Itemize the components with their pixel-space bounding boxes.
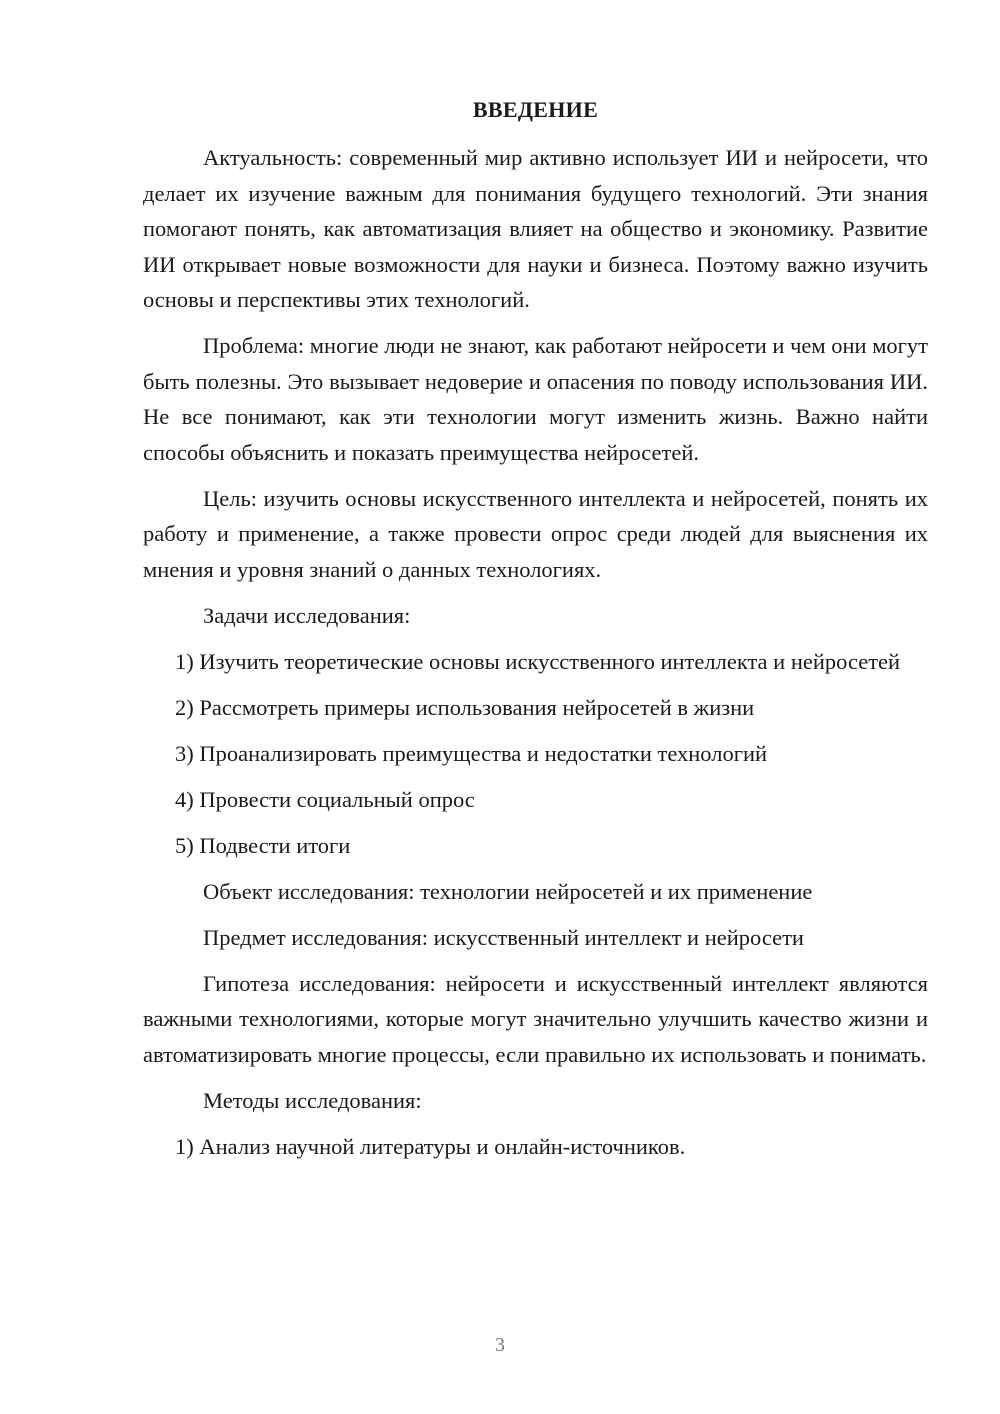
section-title: ВВЕДЕНИЕ [472, 97, 599, 122]
hypothesis-paragraph: Гипотеза исследования: нейросети и искусственный интеллект являются важными технологиями, которые могут значительно улучшить качество жизни и автоматизировать многие процессы, если правильно их использовать и понимать. [143, 970, 928, 1067]
task-item: 1) Изучить теоретические основы искусственного интеллекта и нейросетей [175, 648, 901, 674]
task-item: 3) Проанализировать преимущества и недостатки технологий [175, 740, 768, 766]
research-object: Объект исследования: технологии нейросетей и их применение [203, 878, 813, 904]
task-item: 2) Рассмотреть примеры использования нейросетей в жизни [175, 694, 755, 720]
task-item: 5) Подвести итоги [175, 832, 351, 858]
page-content [143, 92, 928, 1175]
task-item: 4) Провести социальный опрос [175, 786, 475, 812]
method-item: 1) Анализ научной литературы и онлайн-источников. [175, 1133, 686, 1159]
page-number: 3 [495, 1334, 505, 1356]
relevance-paragraph: Актуальность: современный мир активно использует ИИ и нейросети, что делает их изучение важным для понимания будущего технологий. Эти знания помогают понять, как автоматизация влияет на общество и экономику. Развитие ИИ открывает новые возможности для науки и бизнеса. Поэтому важно изучить основы и перспективы этих технологий. [143, 145, 928, 312]
problem-paragraph: Проблема: многие люди не знают, как работают нейросети и чем они могут быть полезны. Это вызывает недоверие и опасения по поводу использования ИИ. Не все понимают, как эти технологии могут изменить жизнь. Важно найти способы объяснить и показать преимущества нейросетей. [143, 333, 928, 465]
methods-heading: Методы исследования: [203, 1087, 422, 1113]
goal-paragraph: Цель: изучить основы искусственного интеллекта и нейросетей, понять их работу и применение, а также провести опрос среди людей для выяснения их мнения и уровня знаний о данных технологиях. [143, 485, 928, 582]
tasks-list [143, 644, 928, 864]
research-subject: Предмет исследования: искусственный интеллект и нейросети [203, 924, 804, 950]
methods-list [143, 1129, 928, 1165]
tasks-heading: Задачи исследования: [203, 602, 411, 628]
